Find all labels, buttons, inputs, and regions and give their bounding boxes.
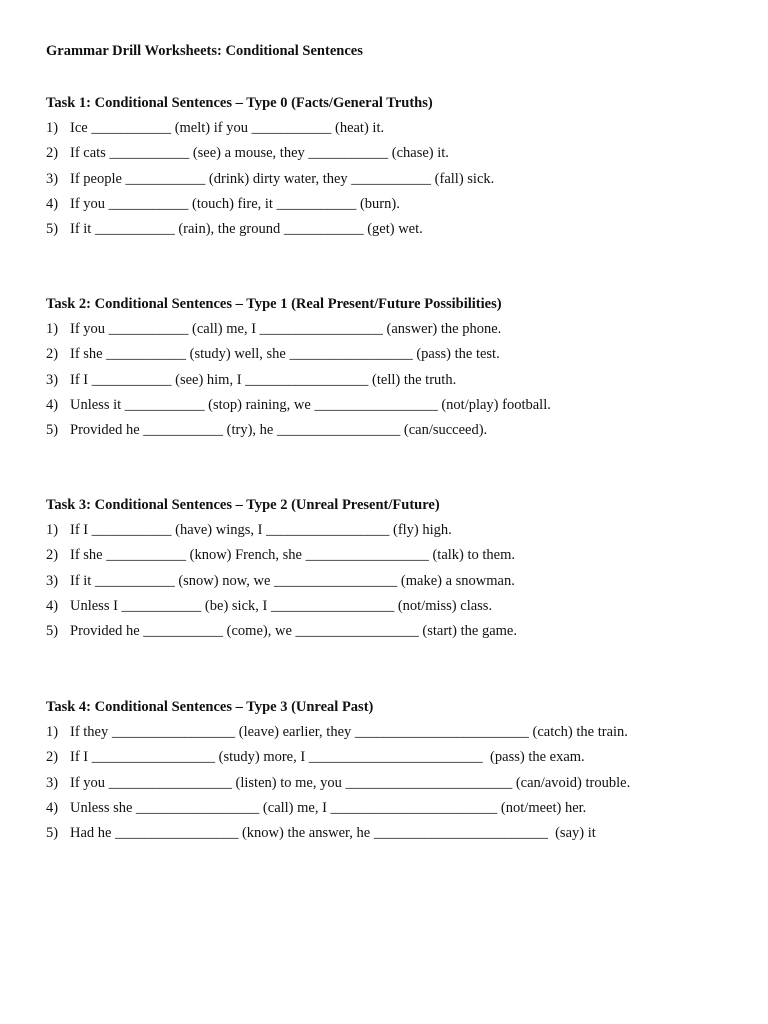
item-sentence: If I _________________ (study) more, I ________________________ (pass) the exam.: [70, 749, 585, 766]
exercise-item: [46, 170, 746, 195]
exercise-item: [46, 220, 746, 245]
item-number: 2): [46, 547, 59, 564]
item-sentence: Had he _________________ (know) the answer, he ________________________ (say) it: [70, 825, 596, 842]
exercise-item: [46, 119, 746, 144]
exercise-item: [46, 144, 746, 169]
exercise-item: [46, 345, 746, 370]
item-number: 2): [46, 749, 59, 766]
item-sentence: Unless it ___________ (stop) raining, we _________________ (not/play) football.: [70, 396, 551, 413]
task-4-section: [46, 698, 746, 849]
item-sentence: Unless I ___________ (be) sick, I _________________ (not/miss) class.: [70, 597, 493, 614]
item-sentence: If cats ___________ (see) a mouse, they ___________ (chase) it.: [70, 145, 449, 162]
task-heading: Task 1: Conditional Sentences – Type 0 (Facts/General Truths): [46, 95, 433, 111]
item-sentence: If I ___________ (see) him, I _________________ (tell) the truth.: [70, 371, 457, 388]
exercise-item: [46, 748, 746, 773]
exercise-item: [46, 572, 746, 597]
item-number: 4): [46, 597, 59, 614]
item-number: 4): [46, 396, 59, 413]
task-heading: Task 2: Conditional Sentences – Type 1 (Real Present/Future Possibilities): [46, 296, 502, 312]
exercise-item: [46, 799, 746, 824]
item-number: 3): [46, 774, 59, 791]
item-number: 1): [46, 120, 59, 136]
item-sentence: If it ___________ (rain), the ground ___________ (get) wet.: [70, 221, 423, 238]
task-3-section: [46, 496, 746, 647]
exercise-item: [46, 774, 746, 799]
exercise-item: [46, 824, 746, 849]
exercise-item: [46, 597, 746, 622]
item-number: 2): [46, 346, 59, 363]
item-sentence: Unless she _________________ (call) me, I _______________________ (not/meet) her.: [70, 799, 587, 816]
task-1-section: [46, 94, 746, 245]
item-sentence: If it ___________ (snow) now, we _________________ (make) a snowman.: [70, 572, 515, 589]
item-sentence: If she ___________ (study) well, she _________________ (pass) the test.: [70, 346, 500, 363]
item-sentence: If you ___________ (touch) fire, it ___________ (burn).: [70, 195, 400, 212]
item-number: 3): [46, 371, 59, 388]
item-number: 4): [46, 799, 59, 816]
item-number: 5): [46, 422, 59, 439]
task-heading: Task 4: Conditional Sentences – Type 3 (Unreal Past): [46, 699, 374, 715]
exercise-item: [46, 320, 746, 345]
exercise-item: [46, 546, 746, 571]
exercise-item: [46, 421, 746, 446]
item-number: 1): [46, 321, 59, 337]
exercise-item: [46, 195, 746, 220]
item-sentence: If she ___________ (know) French, she _________________ (talk) to them.: [70, 547, 516, 564]
item-number: 2): [46, 145, 59, 162]
item-sentence: If I ___________ (have) wings, I _________________ (fly) high.: [70, 522, 452, 538]
task-heading: Task 3: Conditional Sentences – Type 2 (Unreal Present/Future): [46, 497, 440, 513]
item-sentence: If you ___________ (call) me, I _________________ (answer) the phone.: [70, 321, 502, 337]
item-number: 3): [46, 572, 59, 589]
item-number: 1): [46, 724, 59, 740]
task-2-section: [46, 295, 746, 446]
item-sentence: Provided he ___________ (come), we _________________ (start) the game.: [70, 623, 517, 640]
exercise-item: [46, 521, 746, 546]
item-sentence: Ice ___________ (melt) if you ___________ (heat) it.: [70, 120, 385, 136]
item-sentence: If you _________________ (listen) to me, you _______________________ (can/avoid) trouble.: [70, 774, 631, 791]
page-title: Grammar Drill Worksheets: Conditional Sentences: [46, 43, 363, 59]
item-sentence: Provided he ___________ (try), he _________________ (can/succeed).: [70, 422, 488, 439]
item-sentence: If people ___________ (drink) dirty water, they ___________ (fall) sick.: [70, 170, 495, 187]
item-number: 5): [46, 825, 59, 842]
item-sentence: If they _________________ (leave) earlier, they ________________________ (catch) the train.: [70, 724, 628, 740]
item-number: 1): [46, 522, 59, 538]
item-number: 3): [46, 170, 59, 187]
item-number: 5): [46, 221, 59, 238]
exercise-item: [46, 622, 746, 647]
exercise-item: [46, 371, 746, 396]
exercise-item: [46, 396, 746, 421]
item-number: 4): [46, 195, 59, 212]
exercise-item: [46, 723, 746, 748]
item-number: 5): [46, 623, 59, 640]
